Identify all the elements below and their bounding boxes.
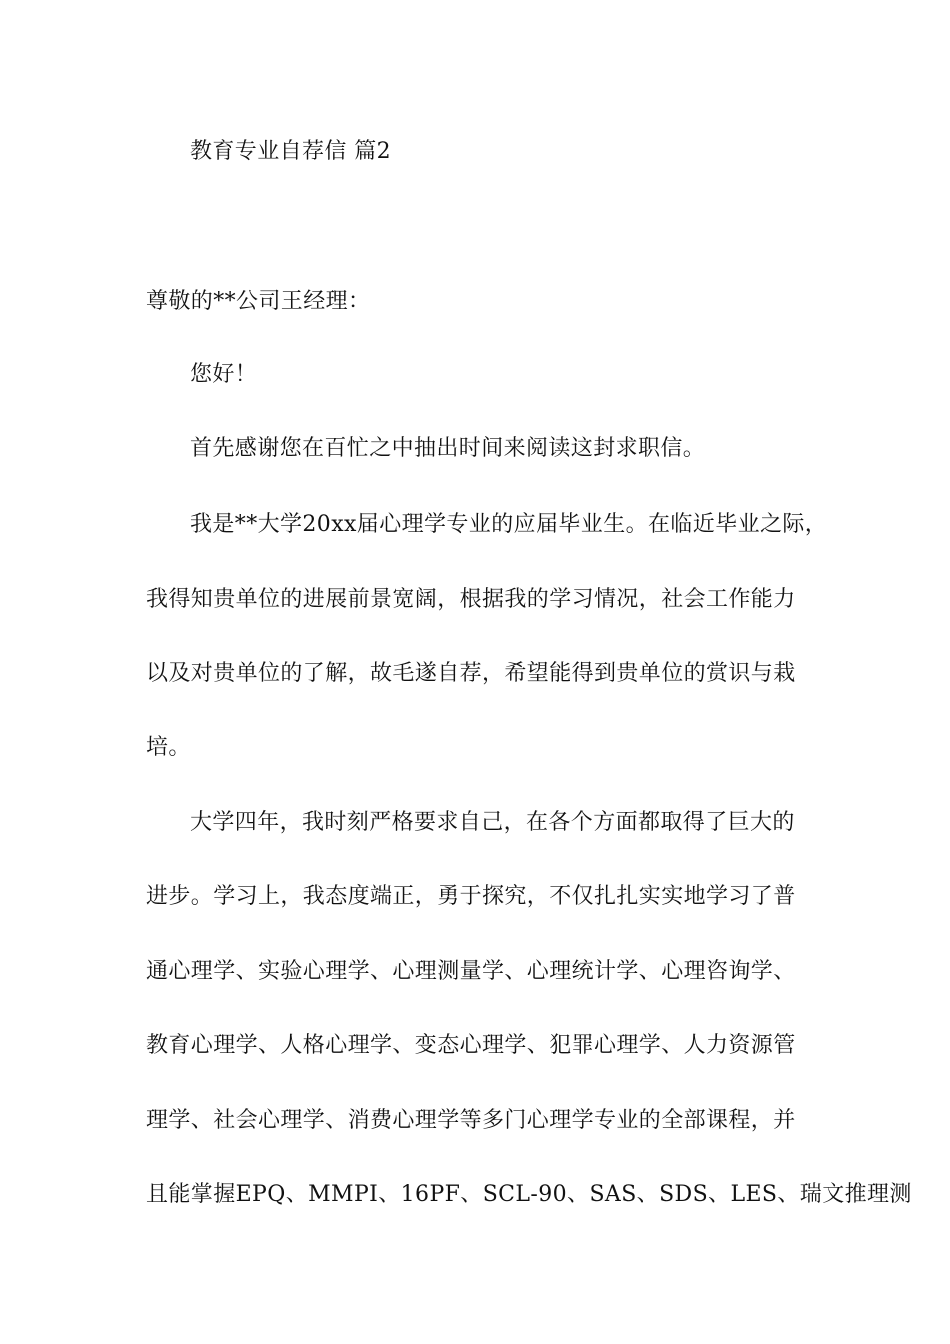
paragraph-line: 教育心理学、人格心理学、变态心理学、犯罪心理学、人力资源管 <box>146 1033 796 1058</box>
paragraph-line: 理学、社会心理学、消费心理学等多门心理学专业的全部课程，并 <box>146 1108 796 1133</box>
salutation: 尊敬的**公司王经理： <box>146 289 371 314</box>
paragraph-line: 我得知贵单位的进展前景宽阔，根据我的学习情况，社会工作能力 <box>146 587 796 612</box>
document-title: 教育专业自荐信 篇2 <box>190 139 391 164</box>
paragraph-line: 培。 <box>146 735 191 760</box>
greeting: 您好！ <box>190 362 258 387</box>
paragraph-line: 进步。学习上，我态度端正，勇于探究，不仅扎扎实实地学习了普 <box>146 884 796 909</box>
paragraph-line: 且能掌握EPQ、MMPI、16PF、SCL-90、SAS、SDS、LES、瑞文推理测 <box>146 1182 912 1207</box>
paragraph-line: 大学四年，我时刻严格要求自己，在各个方面都取得了巨大的 <box>190 810 795 835</box>
paragraph-line: 首先感谢您在百忙之中抽出时间来阅读这封求职信。 <box>190 436 706 461</box>
paragraph-line: 我是**大学20xx届心理学专业的应届毕业生。在临近毕业之际， <box>190 512 828 537</box>
paragraph-line: 以及对贵单位的了解，故毛遂自荐，希望能得到贵单位的赏识与栽 <box>146 661 796 686</box>
paragraph-line: 通心理学、实验心理学、心理测量学、心理统计学、心理咨询学、 <box>146 959 796 984</box>
